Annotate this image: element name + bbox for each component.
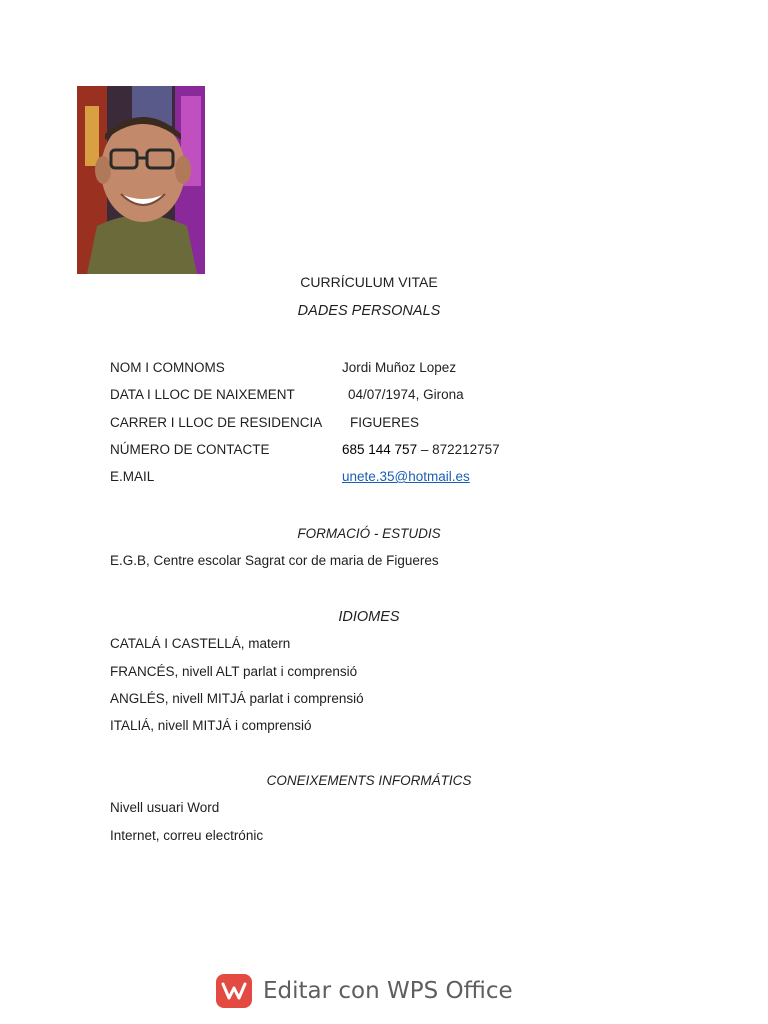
value-residence: FIGUERES: [350, 415, 420, 430]
value-birth: 04/07/1974, Girona: [348, 387, 464, 402]
phone-main: 685 144 757: [342, 442, 418, 457]
wps-office-logo-icon: [216, 974, 252, 1008]
phone-secondary: – 872212757: [417, 442, 500, 457]
language-item: FRANCÉS, nivell ALT parlat i comprensió: [110, 664, 358, 679]
language-item: ITALIÁ, nivell MITJÁ i comprensió: [110, 718, 312, 733]
wps-edit-banner[interactable]: [216, 974, 513, 1008]
label-email: E.MAIL: [110, 469, 155, 484]
profile-photo: [77, 86, 205, 274]
label-contact: NÚMERO DE CONTACTE: [110, 442, 270, 457]
computing-item: Nivell usuari Word: [110, 800, 220, 815]
value-name: Jordi Muñoz Lopez: [342, 360, 457, 375]
email-link[interactable]: unete.35@hotmail.es: [342, 469, 470, 484]
computing-item: Internet, correu electrónic: [110, 828, 264, 843]
section-heading-languages: IDIOMES: [338, 609, 400, 625]
language-item: ANGLÉS, nivell MITJÁ parlat i comprensió: [110, 691, 364, 706]
document-title: CURRÍCULUM VITAE: [300, 274, 438, 290]
section-heading-personal: DADES PERSONALS: [297, 303, 441, 319]
value-contact: [342, 442, 500, 457]
wps-banner-text: Editar con WPS Office: [263, 978, 513, 1004]
label-name: NOM I COMNOMS: [110, 360, 225, 375]
section-heading-computing: CONEIXEMENTS INFORMÁTICS: [266, 773, 472, 788]
label-birth: DATA I LLOC DE NAIXEMENT: [110, 387, 295, 402]
profile-photo-illustration: [77, 86, 205, 274]
label-residence: CARRER I LLOC DE RESIDENCIA: [110, 415, 323, 430]
language-item: CATALÁ I CASTELLÁ, matern: [110, 636, 291, 651]
education-item: E.G.B, Centre escolar Sagrat cor de maria de Figueres: [110, 553, 439, 568]
section-heading-education: FORMACIÓ - ESTUDIS: [297, 526, 441, 541]
